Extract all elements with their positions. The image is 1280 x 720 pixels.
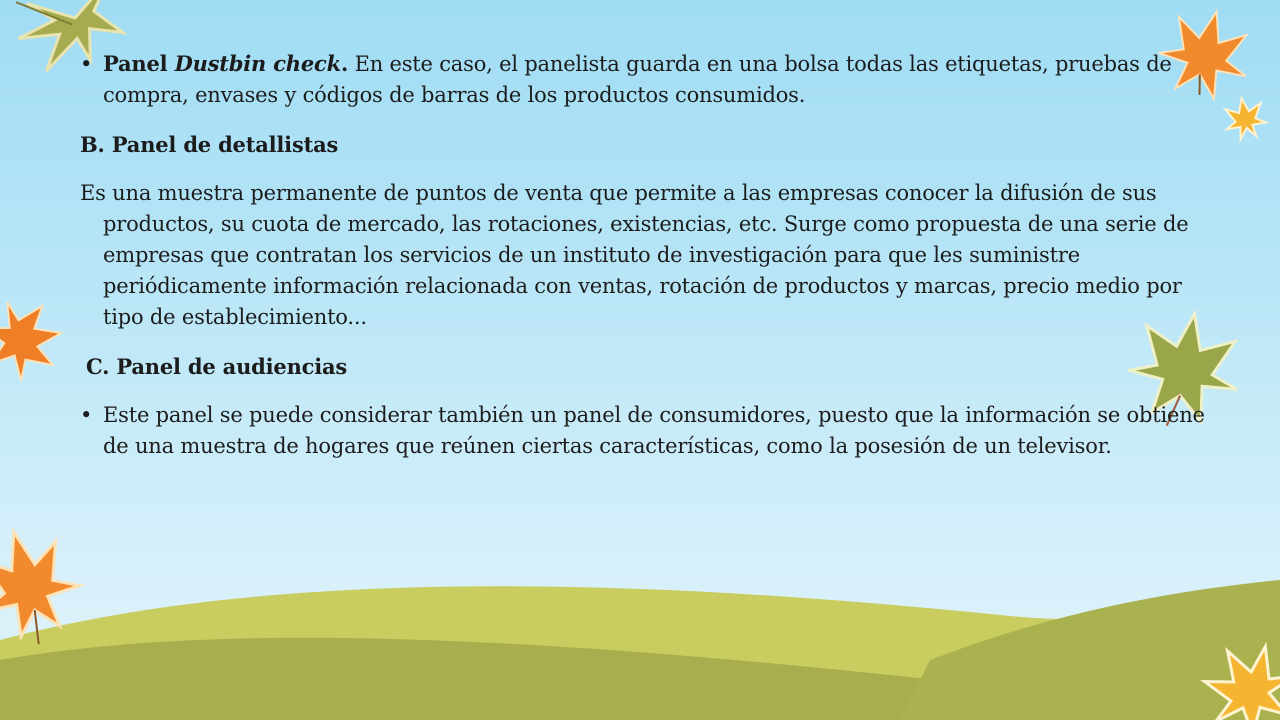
heading-section-b: B. Panel de detallistas <box>80 132 339 157</box>
bullet-dustbin-check <box>80 48 1210 111</box>
hill-right <box>900 580 1280 720</box>
dustbin-text: En este caso, el panelista guarda en una bolsa todas las etiquetas, pruebas de compra, envases y códigos de barras de los productos consumidos. <box>103 52 1172 107</box>
dustbin-label-suffix: . <box>340 51 349 76</box>
bullet-icon: • <box>80 52 93 76</box>
dustbin-label-italic: Dustbin check <box>174 51 341 76</box>
heading-section-c: C. Panel de audiencias <box>86 354 348 379</box>
leaf-left-middle-icon <box>0 294 68 386</box>
section-c-text: Este panel se puede considerar también un panel de consumidores, puesto que la información se obtiene de una muestra de hogares que reúnen ciertas características, como la posesión de un televisor. <box>103 403 1205 458</box>
dustbin-label-prefix: Panel <box>103 51 175 76</box>
paragraph-section-b: Es una muestra permanente de puntos de venta que permite a las empresas conocer la difusión de sus productos, su cuota de mercado, las rotaciones, existencias, etc. Surge como propuesta de una serie de empresas que contratan los servicios de un instituto de investigación para que les suministre periódicamente información relacionada con ventas, rotación de productos y marcas, precio medio por tipo de establecimiento... <box>80 181 1189 329</box>
bullet-icon: • <box>80 403 93 427</box>
bullet-section-c <box>80 400 1210 462</box>
slide-content <box>80 48 1210 480</box>
leaf-small-right-icon <box>1222 95 1268 141</box>
